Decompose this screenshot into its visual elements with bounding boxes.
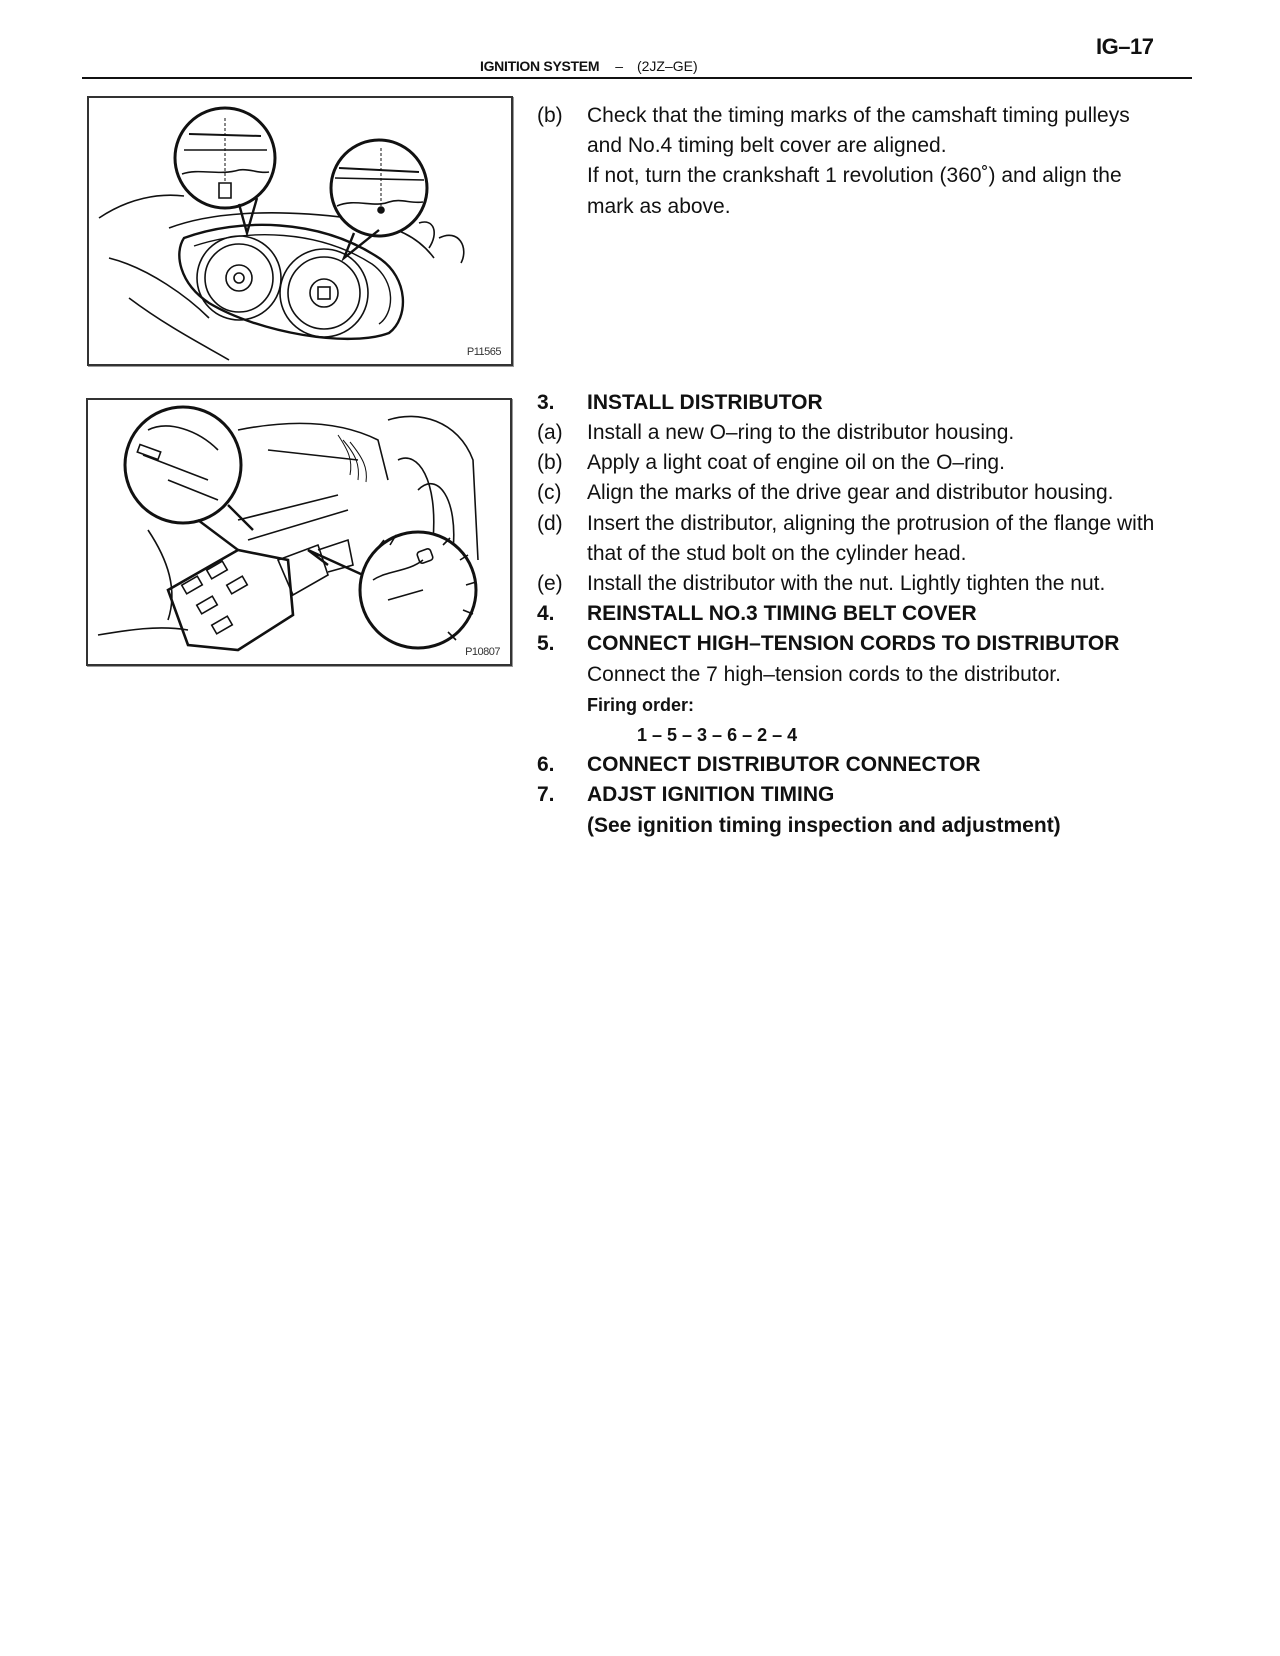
step-b-check-timing-marks [537, 101, 1197, 222]
step-b [537, 448, 1197, 478]
figure-camshaft-timing-marks [87, 96, 513, 366]
figure-id: P11565 [466, 346, 501, 358]
firing-order-label-text: Firing order: [587, 694, 694, 715]
section-title: INSTALL DISTRIBUTOR [587, 390, 823, 414]
page-number: IG–17 [1096, 34, 1154, 59]
section-title: ADJST IGNITION TIMING [587, 783, 835, 807]
step-text: If not, turn the crankshaft 1 revolution (360˚) and align the [587, 164, 1122, 188]
figure-id: P10807 [465, 646, 500, 658]
section-5-heading [537, 629, 1197, 659]
instructions [537, 101, 1197, 841]
section-number: 3. [537, 390, 555, 414]
step-text: Connect the 7 high–tension cords to the distributor. [587, 662, 1061, 686]
firing-order-label [537, 690, 1197, 720]
engine-model: (2JZ–GE) [636, 58, 698, 74]
header-rule [82, 77, 1192, 79]
step-a [537, 418, 1197, 448]
figure-distributor-install [86, 398, 512, 666]
step-label: (a) [537, 421, 563, 445]
camshaft-pulleys-illustration-icon [89, 98, 511, 364]
step-c [537, 478, 1197, 508]
distributor-illustration-icon [88, 400, 510, 664]
step-text: Install the distributor with the nut. Lightly tighten the nut. [587, 572, 1106, 596]
cross-reference-note: (See ignition timing inspection and adjustment) [587, 813, 1061, 837]
step-label: (b) [537, 104, 563, 127]
section-number: 7. [537, 783, 555, 807]
section-number: 4. [537, 602, 555, 626]
section-title: CONNECT DISTRIBUTOR CONNECTOR [587, 753, 981, 777]
step-d [537, 509, 1197, 569]
step-text: Install a new O–ring to the distributor housing. [587, 421, 1015, 445]
step-text: Insert the distributor, aligning the protrusion of the flange with [587, 511, 1155, 535]
step-text: Align the marks of the drive gear and distributor housing. [587, 481, 1114, 505]
spacer [537, 222, 1197, 388]
step-label: (d) [537, 511, 563, 535]
step-label: (b) [537, 451, 563, 475]
section-separator: – [615, 58, 623, 74]
section-5-text [537, 660, 1197, 690]
section-title: CONNECT HIGH–TENSION CORDS TO DISTRIBUTOR [587, 632, 1120, 656]
section-4-heading [537, 599, 1197, 629]
section-6-heading [537, 750, 1197, 780]
firing-order-value [537, 720, 1197, 750]
section-7-note [537, 811, 1197, 841]
section-name: IGNITION SYSTEM [480, 58, 600, 74]
section-number: 5. [537, 632, 555, 656]
step-text: and No.4 timing belt cover are aligned. [587, 134, 947, 158]
step-label: (c) [537, 481, 562, 505]
step-e [537, 569, 1197, 599]
section-title [480, 58, 698, 74]
step-text: Apply a light coat of engine oil on the O–ring. [587, 451, 1005, 475]
section-title: REINSTALL NO.3 TIMING BELT COVER [587, 602, 977, 626]
step-text: Check that the timing marks of the camshaft timing pulleys [587, 104, 1130, 127]
section-number: 6. [537, 753, 555, 777]
section-3-heading [537, 388, 1197, 418]
section-7-heading [537, 780, 1197, 810]
step-text: mark as above. [587, 194, 731, 218]
step-text: that of the stud bolt on the cylinder head. [587, 541, 967, 565]
step-label: (e) [537, 572, 563, 596]
firing-order-sequence: 1 – 5 – 3 – 6 – 2 – 4 [637, 725, 798, 746]
